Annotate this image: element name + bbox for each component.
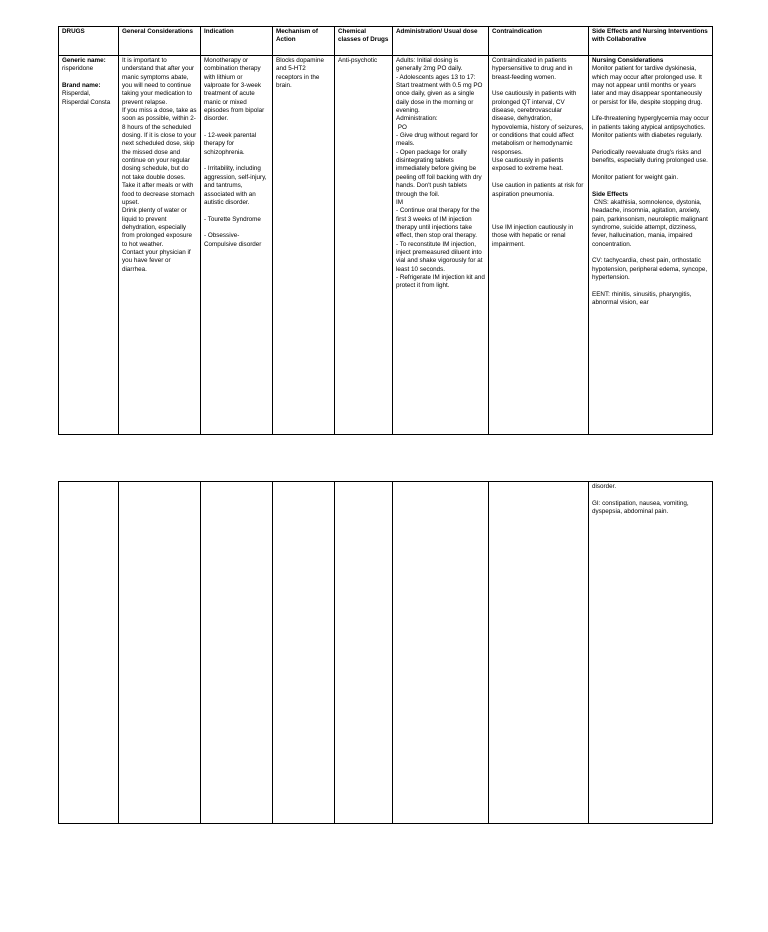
- brand-name-value: Risperdal, Risperdal Consta: [62, 90, 111, 106]
- header-mechanism: Mechanism of Action: [273, 27, 335, 56]
- generic-name-value: risperidone: [62, 65, 94, 73]
- cell-mechanism: Blocks dopamine and 5-HT2 receptors in the brain.: [273, 56, 335, 435]
- header-contraindication: Contraindication: [489, 27, 589, 56]
- cont-cell-administration: [393, 482, 489, 824]
- header-row: [59, 27, 713, 56]
- cont-cell-indication: [201, 482, 273, 824]
- cell-administration: Adults: Initial dosing is generally 2mg PO daily. - Adolescents ages 13 to 17: Start treatment with 0.5 mg PO once daily, given as a single daily dose in the morning or evening. Administration: PO - Give drug without regard for meals. - Open package for orally disintegrating tablets immediately before giving be peeling off foil backing with dry hands. Don't push tablets through the foil. IM - Continue oral therapy for the first 3 weeks of IM injection therapy until injections take effect, then stop oral therapy. - To reconstitute IM injection, inject premeasured diluent into vial and shake vigorously for at least 10 seconds. - Refrigerate IM injection kit and protect it from light.: [393, 56, 489, 435]
- nursing-considerations-heading: Nursing Considerations: [592, 57, 664, 64]
- header-administration: Administration/ Usual dose: [393, 27, 489, 56]
- cell-general: It is important to understand that after your manic symptoms abate, you will need to continue taking your medication to prevent relapse. If you miss a dose, take as soon as possible, within 2-8 hours of the scheduled dosing. If it is close to your next scheduled dose, skip the missed dose and continue on your regular dosing schedule, but do not take double doses. Take it after meals or with food to decrease stomach upset. Drink plenty of water or liquid to prevent dehydration, especially from prolonged exposure to hot weather. Contact your physician if you have fever or diarrhea.: [119, 56, 201, 435]
- drug-table: [58, 26, 713, 435]
- cont-cell-general: [119, 482, 201, 824]
- side-effects-heading: Side Effects: [592, 190, 629, 198]
- cont-cell-contraindication: [489, 482, 589, 824]
- cont-cell-side-effects: disorder. GI: constipation, nausea, vomiting, dyspepsia, abdominal pain.: [589, 482, 713, 824]
- header-indication: Indication: [201, 27, 273, 56]
- side-effects-text: CNS: akathisia, somnolence, dystonia, headache, insomnia, agitation, anxiety, pain, parkinsonism, neuroleptic malignant syndrome, suicide attempt, dizziness, fever, hallucination, mania, impaired concentration. CV: tachycardia, chest pain, orthostatic hypotension, peripheral edema, syncope, hypertension. EENT: rhinitis, sinusitis, pharyngitis, abnormal vision, ear: [592, 198, 708, 306]
- header-drugs: DRUGS: [59, 27, 119, 56]
- drug-table-continued: [58, 481, 713, 824]
- generic-name-label: Generic name:: [62, 57, 106, 64]
- header-general: General Considerations: [119, 27, 201, 56]
- cell-indication: Monotherapy or combination therapy with lithium or valproate for 3-week treatment of acute manic or mixed episodes from bipolar disorder. - 12-week parental therapy for schizophrenia. - Irritability, including aggression, self-injury, and tantrums, associated with an autistic disorder. - Tourette Syndrome - Obsessive-Compulsive disorder: [201, 56, 273, 435]
- header-side-effects: Side Effects and Nursing Interventions with Collaborative: [589, 27, 713, 56]
- cell-chemical: Anti-psychotic: [335, 56, 393, 435]
- continued-row: [59, 482, 713, 824]
- cell-drug: [59, 56, 119, 435]
- cell-side-effects: [589, 56, 713, 435]
- cont-cell-mechanism: [273, 482, 335, 824]
- brand-name-label: Brand name:: [62, 82, 101, 90]
- drug-row: [59, 56, 713, 435]
- cell-contraindication: Contraindicated in patients hypersensitive to drug and in breast-feeding women. Use cautiously in patients with prolonged QT interval, CV disease, cerebrovascular disease, dehydration, hypovolemia, history of seizures, or conditions that could affect metabolism or hemodynamic responses. Use cautiously in patients exposed to extreme heat. Use caution in patients at risk for aspiration pneumonia. Use IM injection cautiously in those with hepatic or renal impairment.: [489, 56, 589, 435]
- cont-cell-chemical: [335, 482, 393, 824]
- header-chemical: Chemical classes of Drugs: [335, 27, 393, 56]
- cont-cell-drug: [59, 482, 119, 824]
- nursing-considerations-text: Monitor patient for tardive dyskinesia, which may occur after prolonged use. It may not appear until months or years later and may disappear spontaneously or persist for life, despite stopping drug. Life-threatening hyperglycemia may occur in patients taking atypical antipsychotics. Monitor patients with diabetes regularly. Periodically reevaluate drug's risks and benefits, especially during prolonged use. Monitor patient for weight gain.: [592, 65, 709, 181]
